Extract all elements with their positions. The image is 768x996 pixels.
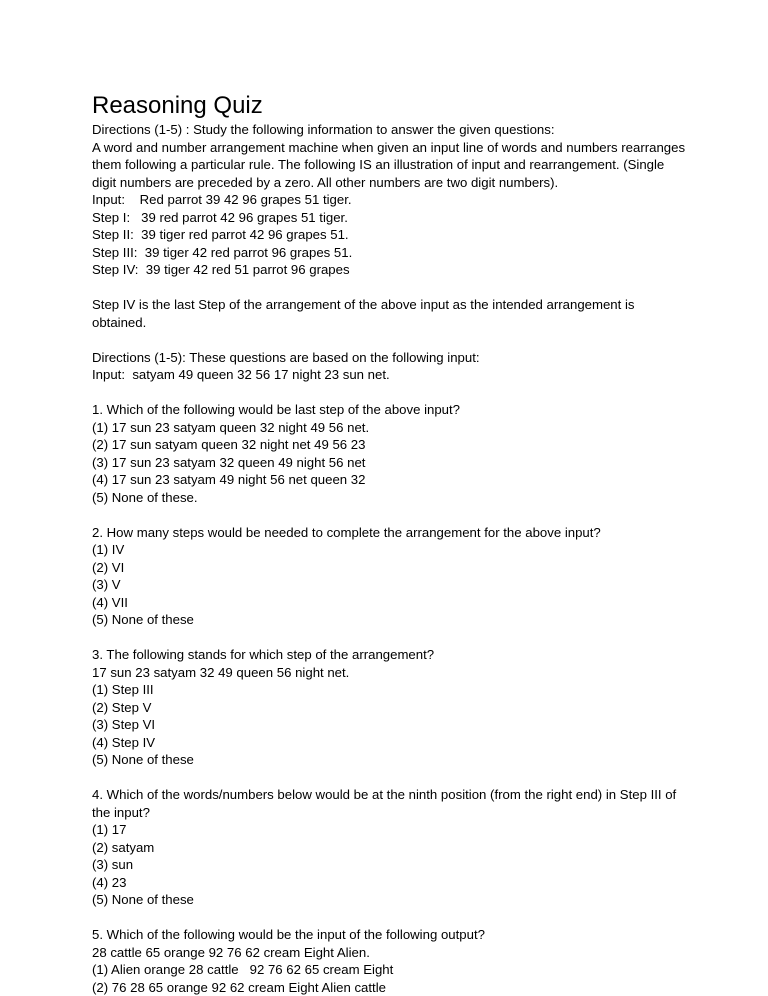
question-text: 28 cattle 65 orange 92 76 62 cream Eight Alien. bbox=[92, 944, 692, 962]
answer-option: (4) 23 bbox=[92, 874, 692, 892]
answer-option: (5) None of these. bbox=[92, 489, 692, 507]
question-text: 17 sun 23 satyam 32 49 queen 56 night net. bbox=[92, 664, 692, 682]
answer-option: (1) Step III bbox=[92, 681, 692, 699]
conclusion-line: obtained. bbox=[92, 314, 692, 332]
input-line: Input: satyam 49 queen 32 56 17 night 23 sun net. bbox=[92, 366, 692, 384]
question-block bbox=[92, 786, 692, 909]
example-text: 39 tiger red parrot 42 96 grapes 51. bbox=[141, 227, 348, 242]
question-text: 4. Which of the words/numbers below would be at the ninth position (from the right end) in Step III of bbox=[92, 786, 692, 804]
example-text: 39 tiger 42 red parrot 96 grapes 51. bbox=[145, 245, 352, 260]
example-label: Step II: bbox=[92, 227, 134, 242]
answer-option: (1) 17 bbox=[92, 821, 692, 839]
spacer bbox=[92, 384, 692, 402]
question-block bbox=[92, 524, 692, 629]
answer-option: (3) 17 sun 23 satyam 32 queen 49 night 56 net bbox=[92, 454, 692, 472]
answer-option: (3) V bbox=[92, 576, 692, 594]
spacer bbox=[92, 331, 692, 349]
answer-option: (5) None of these bbox=[92, 751, 692, 769]
document-page bbox=[92, 92, 692, 996]
answer-option: (3) Step VI bbox=[92, 716, 692, 734]
question-text: 5. Which of the following would be the input of the following output? bbox=[92, 926, 692, 944]
directions-heading-2: Directions (1-5): These questions are based on the following input: bbox=[92, 349, 692, 367]
conclusion-line: Step IV is the last Step of the arrangement of the above input as the intended arrangement is bbox=[92, 296, 692, 314]
example-text: Red parrot 39 42 96 grapes 51 tiger. bbox=[140, 192, 352, 207]
example-label: Step IV: bbox=[92, 262, 138, 277]
answer-option: (5) None of these bbox=[92, 891, 692, 909]
spacer bbox=[92, 506, 692, 524]
answer-option: (2) VI bbox=[92, 559, 692, 577]
example-arrangement bbox=[92, 191, 692, 279]
question-text: 1. Which of the following would be last step of the above input? bbox=[92, 401, 692, 419]
question-block bbox=[92, 401, 692, 506]
conclusion-paragraph bbox=[92, 296, 692, 331]
example-text: 39 red parrot 42 96 grapes 51 tiger. bbox=[141, 210, 348, 225]
intro-paragraph bbox=[92, 139, 692, 192]
example-label: Step I: bbox=[92, 210, 130, 225]
intro-line: A word and number arrangement machine when given an input line of words and numbers rearranges bbox=[92, 139, 692, 157]
spacer bbox=[92, 279, 692, 297]
answer-option: (1) Alien orange 28 cattle 92 76 62 65 cream Eight bbox=[92, 961, 692, 979]
answer-option: (1) 17 sun 23 satyam queen 32 night 49 56 net. bbox=[92, 419, 692, 437]
answer-option: (2) Step V bbox=[92, 699, 692, 717]
example-line bbox=[92, 191, 692, 209]
question-text: 3. The following stands for which step of the arrangement? bbox=[92, 646, 692, 664]
answer-option: (4) VII bbox=[92, 594, 692, 612]
answer-option: (4) 17 sun 23 satyam 49 night 56 net queen 32 bbox=[92, 471, 692, 489]
spacer bbox=[92, 629, 692, 647]
spacer bbox=[92, 909, 692, 927]
intro-line: them following a particular rule. The following IS an illustration of input and rearrangement. (Single bbox=[92, 156, 692, 174]
question-block bbox=[92, 926, 692, 996]
intro-line: digit numbers are preceded by a zero. All other numbers are two digit numbers). bbox=[92, 174, 692, 192]
question-block bbox=[92, 646, 692, 769]
example-line bbox=[92, 261, 692, 279]
example-label: Input: bbox=[92, 192, 125, 207]
spacer bbox=[92, 769, 692, 787]
question-text: the input? bbox=[92, 804, 692, 822]
answer-option: (2) satyam bbox=[92, 839, 692, 857]
example-line bbox=[92, 209, 692, 227]
answer-option: (2) 17 sun satyam queen 32 night net 49 56 23 bbox=[92, 436, 692, 454]
example-line bbox=[92, 244, 692, 262]
example-text: 39 tiger 42 red 51 parrot 96 grapes bbox=[146, 262, 350, 277]
question-text: 2. How many steps would be needed to complete the arrangement for the above input? bbox=[92, 524, 692, 542]
answer-option: (2) 76 28 65 orange 92 62 cream Eight Alien cattle bbox=[92, 979, 692, 996]
example-label: Step III: bbox=[92, 245, 137, 260]
answer-option: (3) sun bbox=[92, 856, 692, 874]
answer-option: (1) IV bbox=[92, 541, 692, 559]
directions-heading: Directions (1-5) : Study the following information to answer the given questions: bbox=[92, 121, 692, 139]
example-line bbox=[92, 226, 692, 244]
answer-option: (4) Step IV bbox=[92, 734, 692, 752]
answer-option: (5) None of these bbox=[92, 611, 692, 629]
page-title: Reasoning Quiz bbox=[92, 92, 692, 120]
